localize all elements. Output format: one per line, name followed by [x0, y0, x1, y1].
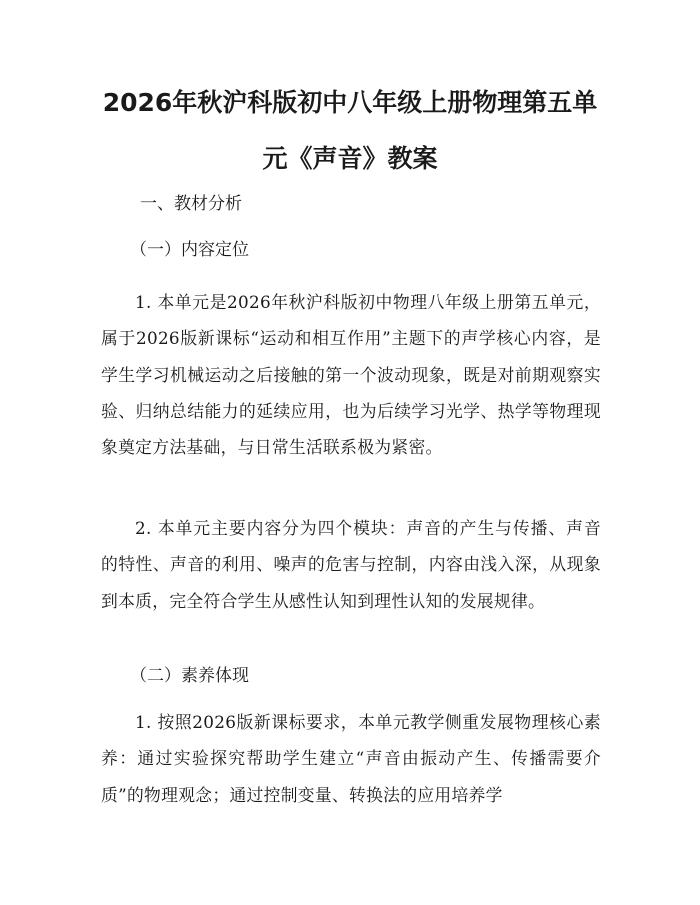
document-title: 2026年秋沪科版初中八年级上册物理第五单元《声音》教案 [102, 88, 598, 173]
paragraph-literacy-1: 1. 按照2026版新课标要求，本单元教学侧重发展物理核心素养：通过实验探究帮助学生建立“声音由振动产生、传播需要介质”的物理观念；通过控制变量、转换法的应用培养学 [101, 712, 601, 805]
section-heading-materials-analysis: 一、教材分析 [140, 194, 242, 214]
subsection-heading-literacy: （二）素养体现 [130, 666, 249, 686]
paragraph-content-positioning-2: 2. 本单元主要内容分为四个模块：声音的产生与传播、声音的特性、声音的利用、噪声的危害与控制，内容由浅入深，从现象到本质，完全符合学生从感性认知到理性认知的发展规律。 [101, 518, 601, 611]
paragraph-content-positioning-1: 1. 本单元是2026年秋沪科版初中物理八年级上册第五单元，属于2026版新课标“运动和相互作用”主题下的声学核心内容，是学生学习机械运动之后接触的第一个波动现象，既是对前期观察实验、归纳总结能力的延续应用，也为后续学习光学、热学等物理现象奠定方法基础，与日常生活联系极为紧密。 [101, 292, 601, 458]
subsection-heading-content-positioning: （一）内容定位 [130, 240, 249, 260]
